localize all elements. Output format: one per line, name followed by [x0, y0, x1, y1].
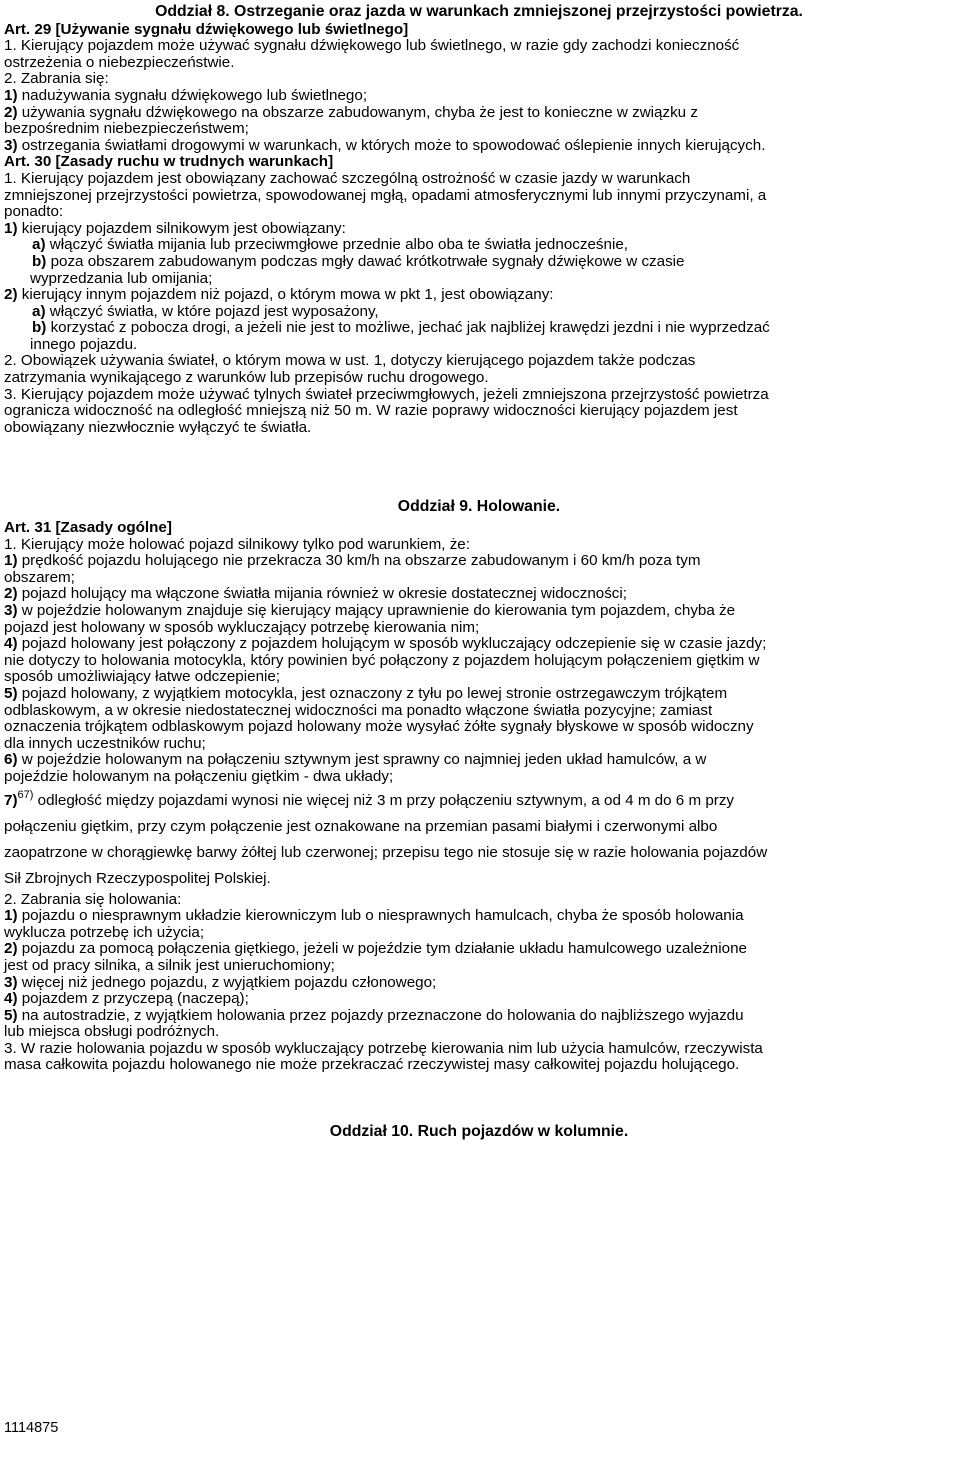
item-number: 1): [4, 86, 18, 104]
item-text: włączyć światła, w które pojazd jest wyposażony,: [45, 302, 379, 320]
art-31-prohibition-1: [4, 908, 954, 925]
art-31-prohibition-2-cont: jest od pracy silnika, a silnik jest unieruchomiony;: [4, 956, 335, 974]
art-30-item-2a: [4, 304, 954, 321]
item-text: nadużywania sygnału dźwiękowego lub świetlnego;: [17, 86, 368, 104]
art-31-prohibition-5: [4, 1008, 954, 1025]
section-10-title: Oddział 10. Ruch pojazdów w kolumnie.: [329, 1123, 629, 1141]
item-number: 4): [4, 990, 18, 1008]
art-31-item-4: [4, 636, 954, 653]
item-text: więcej niż jednego pojazdu, z wyjątkiem pojazdu członowego;: [17, 973, 437, 991]
art-29-item-2: [4, 105, 954, 122]
art-31-item-6: [4, 752, 954, 769]
art-31-para-3-cont: masa całkowita pojazdu holowanego nie może przekraczać rzeczywistej masy całkowitej pojazdu holującego.: [4, 1056, 740, 1074]
item-text: korzystać z pobocza drogi, a jeżeli nie jest to możliwe, jechać jak najbliżej krawędzi jezdni i nie wyprzedzać: [46, 319, 770, 337]
section-8-title: Oddział 8. Ostrzeganie oraz jazda w warunkach zmniejszonej przejrzystości powietrza.: [155, 3, 803, 20]
document-page: [4, 4, 954, 1141]
item-text: pojazdu o niesprawnym układzie kierowniczym lub o niesprawnych hamulcach, chyba że sposób holowania: [17, 907, 744, 925]
art-30-item-1: [4, 221, 954, 238]
item-number: 4): [4, 635, 18, 653]
item-number: 2): [4, 103, 18, 121]
item-letter: b): [32, 252, 47, 270]
item-number: 3): [4, 973, 18, 991]
art-30-item-1b-cont: wyprzedzania lub omijania;: [30, 269, 213, 287]
item-number: 2): [4, 585, 18, 603]
document-id: 1114875: [4, 1420, 59, 1436]
item-text: kierujący innym pojazdem niż pojazd, o którym mowa w pkt 1, jest obowiązany:: [17, 286, 554, 304]
item-number: 7): [4, 791, 18, 809]
art-31-item-5: [4, 686, 954, 703]
item-text: pojazd holowany, z wyjątkiem motocykla, jest oznaczony z tyłu po lewej stronie ostrzegawczym trójkątem: [17, 684, 728, 702]
art-30-para-3-cont: ogranicza widoczność na odległość mniejszą niż 50 m. W razie poprawy widoczności kierujący pojazdem jest: [4, 402, 738, 420]
item-number: 6): [4, 751, 18, 769]
art-30-para-2: 2. Obowiązek używania świateł, o którym mowa w ust. 1, dotyczy kierującego pojazdem także podczas: [4, 352, 696, 370]
art-31-item-5-cont: dla innych uczestników ruchu;: [4, 734, 206, 752]
art-31-item-7-cont: Sił Zbrojnych Rzeczypospolitej Polskiej.: [4, 869, 271, 887]
item-text: w pojeździe holowanym znajduje się kierujący mający uprawnienie do kierowania tym pojazdem, chyba że: [17, 602, 736, 619]
art-29-item-1: [4, 88, 954, 105]
art-31-item-7-cont: zaopatrzone w chorągiewkę barwy żółtej lub czerwonej; przepisu tego nie stosuje się w razie holowania pojazdów: [4, 843, 768, 861]
item-number: 1): [4, 907, 18, 925]
art-31-item-6-cont: pojeździe holowanym na połączeniu giętkim - dwa układy;: [4, 767, 394, 785]
item-number: 5): [4, 684, 18, 702]
art-30-item-1a: [4, 237, 954, 254]
item-text: w pojeździe holowanym na połączeniu sztywnym jest sprawny co najmniej jeden układ hamulców, a w: [17, 751, 707, 769]
item-letter: b): [32, 319, 47, 337]
art-31-item-1: [4, 553, 954, 570]
item-letter: a): [32, 302, 46, 320]
item-text: kierujący pojazdem silnikowym jest obowiązany:: [17, 219, 346, 237]
art-30-para-1: 1. Kierujący pojazdem jest obowiązany zachować szczególną ostrożność w czasie jazdy w warunkach: [4, 169, 691, 187]
item-number: 2): [4, 940, 18, 958]
item-text: pojazdu za pomocą połączenia giętkiego, jeżeli w pojeździe tym działanie układu hamulcowego uzależnione: [17, 940, 747, 958]
item-number: 3): [4, 602, 18, 619]
art-29-item-2-cont: bezpośrednim niebezpieczeństwem;: [4, 120, 249, 138]
item-letter: a): [32, 236, 46, 254]
item-number: 5): [4, 1006, 18, 1024]
art-31-item-5-cont: oznaczenia trójkątem odblaskowym pojazd holowany może wysyłać żółte sygnały błyskowe w sposób widoczny: [4, 718, 754, 736]
art-31-item-7: [4, 782, 954, 814]
art-30-item-2b-cont: innego pojazdu.: [30, 335, 138, 353]
art-31-item-5-cont: odblaskowym, a w okresie niedostatecznej widoczności ma ponadto włączone światła pozycyjne; zamiast: [4, 701, 713, 719]
art-29-para-1-cont: ostrzeżenia o niebezpieczeństwie.: [4, 53, 235, 71]
art-30-para-1-cont: zmniejszonej przejrzystości powietrza, spowodowanej mgłą, opadami atmosferycznymi lub innymi przyczynami, a: [4, 186, 767, 204]
art-31-item-3-cont: pojazd jest holowany w sposób wykluczający potrzebę kierowania nim;: [4, 618, 480, 636]
art-31-para-2: 2. Zabrania się holowania:: [4, 890, 182, 908]
art-29-para-2: 2. Zabrania się:: [4, 70, 109, 88]
art-31-prohibition-1-cont: wyklucza potrzebę ich użycia;: [4, 923, 205, 941]
item-text: używania sygnału dźwiękowego na obszarze zabudowanym, chyba że jest to konieczne w związku z: [17, 103, 698, 121]
art-31-item-4-cont: sposób umożliwiający łatwe odczepienie;: [4, 668, 281, 686]
item-text: odległość między pojazdami wynosi nie więcej niż 3 m przy połączeniu sztywnym, a od 4 m do 6 m przy: [33, 791, 735, 809]
section-9-title: Oddział 9. Holowanie.: [397, 498, 561, 516]
item-number: 1): [4, 552, 18, 570]
art-31-item-2: [4, 586, 954, 603]
item-text: pojazd holujący ma włączone światła mijania również w okresie dostatecznej widoczności;: [17, 585, 627, 603]
art-31-title: Art. 31 [Zasady ogólne]: [4, 519, 172, 537]
item-text: ostrzegania światłami drogowymi w warunkach, w których może to spowodować oślepienie innych kierujących.: [17, 136, 766, 154]
art-31-para-3: 3. W razie holowania pojazdu w sposób wykluczający potrzebę kierowania nim lub użycia hamulców, rzeczywista: [4, 1039, 763, 1057]
footnote-ref: 67): [17, 788, 34, 801]
art-29-para-1: 1. Kierujący pojazdem może używać sygnału dźwiękowego lub świetlnego, w razie gdy zachodzi konieczność: [4, 37, 740, 55]
art-30-item-1b: [4, 254, 954, 271]
art-30-para-3: 3. Kierujący pojazdem może używać tylnych świateł przeciwmgłowych, jeżeli zmniejszona przejrzystość powietrza: [4, 385, 769, 403]
item-text: włączyć światła mijania lub przeciwmgłowe przednie albo oba te światła jednocześnie,: [45, 236, 628, 254]
item-number: 1): [4, 219, 18, 237]
art-29-title: Art. 29 [Używanie sygnału dźwiękowego lub świetlnego]: [4, 20, 409, 38]
art-30-item-2: [4, 287, 954, 304]
art-31-prohibition-2: [4, 941, 954, 958]
art-31-prohibition-4: [4, 991, 954, 1008]
art-31-prohibition-3: [4, 975, 954, 992]
item-text: prędkość pojazdu holującego nie przekracza 30 km/h na obszarze zabudowanym i 60 km/h poza tym: [17, 552, 701, 570]
art-31-item-4-cont: nie dotyczy to holowania motocykla, który powinien być połączony z pojazdem holującym połączeniem giętkim w: [4, 651, 760, 669]
art-31-item-7-cont: połączeniu giętkim, przy czym połączenie jest oznakowane na przemian pasami białymi i czerwonymi albo: [4, 817, 718, 835]
item-text: na autostradzie, z wyjątkiem holowania przez pojazdy przeznaczone do holowania do najbliższego wyjazdu: [17, 1006, 744, 1024]
item-number: 2): [4, 286, 18, 304]
art-30-para-1-cont: ponadto:: [4, 203, 64, 221]
art-31-item-1-cont: obszarem;: [4, 568, 75, 586]
art-31-item-3: [4, 603, 954, 620]
item-text: pojazd holowany jest połączony z pojazdem holującym w sposób wykluczający odczepienie się w czasie jazdy;: [17, 635, 767, 653]
art-30-title: Art. 30 [Zasady ruchu w trudnych warunkach]: [4, 153, 334, 171]
art-31-para-1: 1. Kierujący może holować pojazd silnikowy tylko pod warunkiem, że:: [4, 535, 470, 553]
art-31-prohibition-5-cont: lub miejsca obsługi podróżnych.: [4, 1023, 220, 1041]
item-number: 3): [4, 136, 18, 154]
item-text: pojazdem z przyczepą (naczepą);: [17, 990, 249, 1008]
art-30-para-3-cont: obowiązany niezwłocznie wyłączyć te światła.: [4, 418, 312, 436]
item-text: poza obszarem zabudowanym podczas mgły dawać krótkotrwałe sygnały dźwiękowe w czasie: [46, 252, 685, 270]
art-30-item-2b: [4, 320, 954, 337]
art-29-item-3: [4, 138, 954, 155]
art-30-para-2-cont: zatrzymania wynikającego z warunków lub przepisów ruchu drogowego.: [4, 369, 489, 387]
